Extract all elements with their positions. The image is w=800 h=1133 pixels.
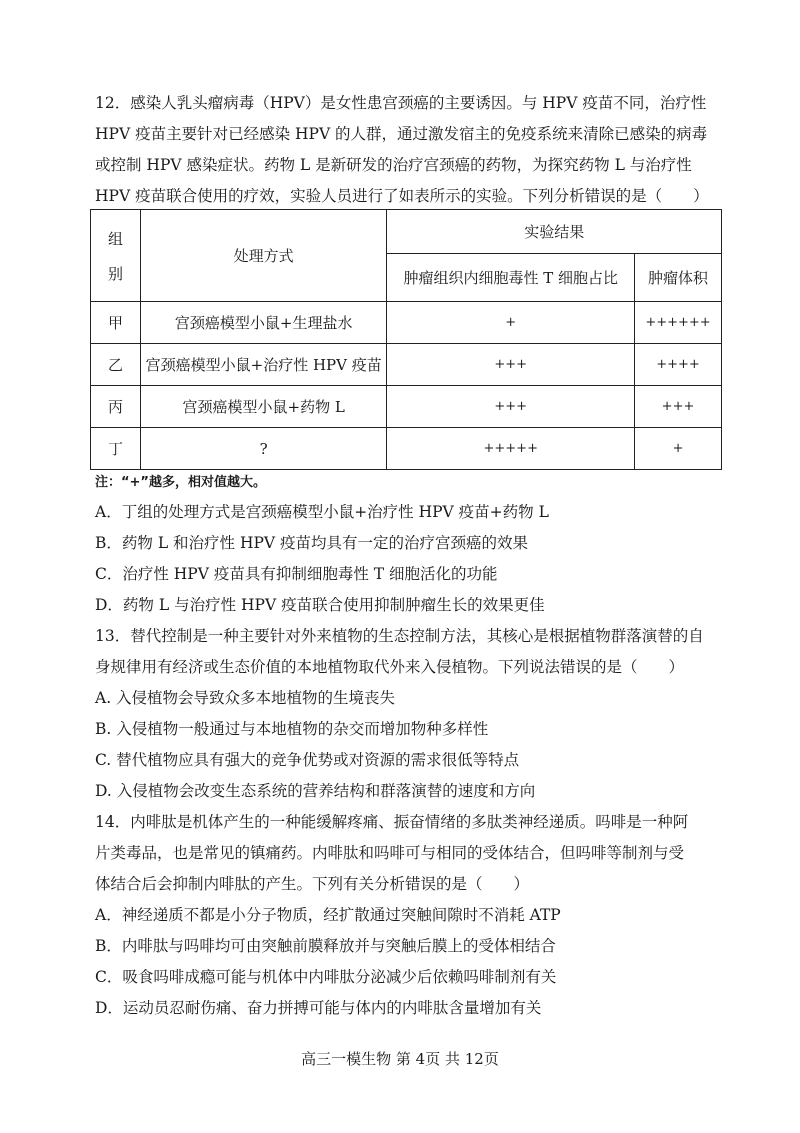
experiment-table: [90, 209, 722, 470]
method-cell: ?: [140, 428, 387, 470]
page-footer: 高三一模生物 第 4页 共 12页: [301, 1050, 499, 1068]
q13-option-a: A. 入侵植物会导致众多本地植物的生境丧失: [95, 689, 396, 707]
method-cell: 宫颈癌模型小鼠+治疗性 HPV 疫苗: [140, 344, 387, 386]
group-cell: 甲: [91, 302, 141, 344]
q14-stem-line-1: 14．内啡肽是机体产生的一种能缓解疼痛、振奋情绪的多肽类神经递质。吗啡是一种阿: [95, 813, 689, 831]
ratio-cell: +++: [387, 386, 635, 428]
table-row: [91, 344, 722, 386]
q14-option-b: B．内啡肽与吗啡均可由突触前膜释放并与突触后膜上的受体相结合: [95, 937, 556, 955]
group-header: 组 别: [91, 210, 141, 302]
table-row: [91, 302, 722, 344]
ratio-cell: +++++: [387, 428, 635, 470]
q13-option-c: C. 替代植物应具有强大的竞争优势或对资源的需求很低等特点: [95, 751, 520, 769]
table-note: 注：“+”越多，相对值越大。: [95, 475, 266, 490]
result-header: 实验结果: [387, 210, 722, 254]
volume-cell: +: [635, 428, 722, 470]
q14-stem-line-2: 片类毒品，也是常见的镇痛药。内啡肽和吗啡可与相同的受体结合，但吗啡等制剂与受: [95, 844, 685, 862]
q12-option-a: A．丁组的处理方式是宫颈癌模型小鼠+治疗性 HPV 疫苗+药物 L: [95, 503, 549, 521]
q12-stem-line-2: HPV 疫苗主要针对已经感染 HPV 的人群，通过激发宿主的免疫系统来清除已感染的病毒: [95, 125, 708, 143]
group-cell: 乙: [91, 344, 141, 386]
group-cell: 丙: [91, 386, 141, 428]
table-header-row: [91, 210, 722, 254]
group-cell: 丁: [91, 428, 141, 470]
method-header: 处理方式: [140, 210, 387, 302]
volume-cell: ++++: [635, 344, 722, 386]
q13-option-b: B. 入侵植物一般通过与本地植物的杂交而增加物种多样性: [95, 720, 489, 738]
volume-cell: +++: [635, 386, 722, 428]
q12-stem-line-4: HPV 疫苗联合使用的疗效，实验人员进行了如表所示的实验。下列分析错误的是（ ）: [95, 187, 709, 205]
q14-stem-line-3: 体结合后会抑制内啡肽的产生。下列有关分析错误的是（ ）: [95, 875, 530, 893]
method-cell: 宫颈癌模型小鼠+药物 L: [140, 386, 387, 428]
ratio-cell: +++: [387, 344, 635, 386]
q12-stem-line-1: 12．感染人乳头瘤病毒（HPV）是女性患宫颈癌的主要诱因。与 HPV 疫苗不同，治疗性: [95, 94, 707, 112]
table-row: [91, 386, 722, 428]
table-row: [91, 428, 722, 470]
q14-option-d: D．运动员忍耐伤痛、奋力拼搏可能与体内的内啡肽含量增加有关: [95, 999, 542, 1017]
q12-option-d: D．药物 L 与治疗性 HPV 疫苗联合使用抑制肿瘤生长的效果更佳: [95, 596, 545, 614]
q14-option-a: A．神经递质不都是小分子物质，经扩散通过突触间隙时不消耗 ATP: [95, 906, 561, 924]
ratio-column-header: 肿瘤组织内细胞毒性 T 细胞占比: [387, 254, 635, 302]
q12-stem-line-3: 或控制 HPV 感染症状。药物 L 是新研发的治疗宫颈癌的药物，为探究药物 L 与治疗性: [95, 156, 692, 174]
q12-option-c: C．治疗性 HPV 疫苗具有抑制细胞毒性 T 细胞活化的功能: [95, 565, 498, 583]
ratio-cell: +: [387, 302, 635, 344]
method-cell: 宫颈癌模型小鼠+生理盐水: [140, 302, 387, 344]
q14-option-c: C．吸食吗啡成瘾可能与机体中内啡肽分泌减少后依赖吗啡制剂有关: [95, 968, 557, 986]
volume-column-header: 肿瘤体积: [635, 254, 722, 302]
q12-option-b: B．药物 L 和治疗性 HPV 疫苗均具有一定的治疗宫颈癌的效果: [95, 534, 529, 552]
q13-stem-line-2: 身规律用有经济或生态价值的本地植物取代外来入侵植物。下列说法错误的是（ ）: [95, 658, 685, 676]
volume-cell: ++++++: [635, 302, 722, 344]
q13-option-d: D. 入侵植物会改变生态系统的营养结构和群落演替的速度和方向: [95, 782, 536, 800]
q13-stem-line-1: 13．替代控制是一种主要针对外来植物的生态控制方法，其核心是根据植物群落演替的自: [95, 627, 704, 645]
